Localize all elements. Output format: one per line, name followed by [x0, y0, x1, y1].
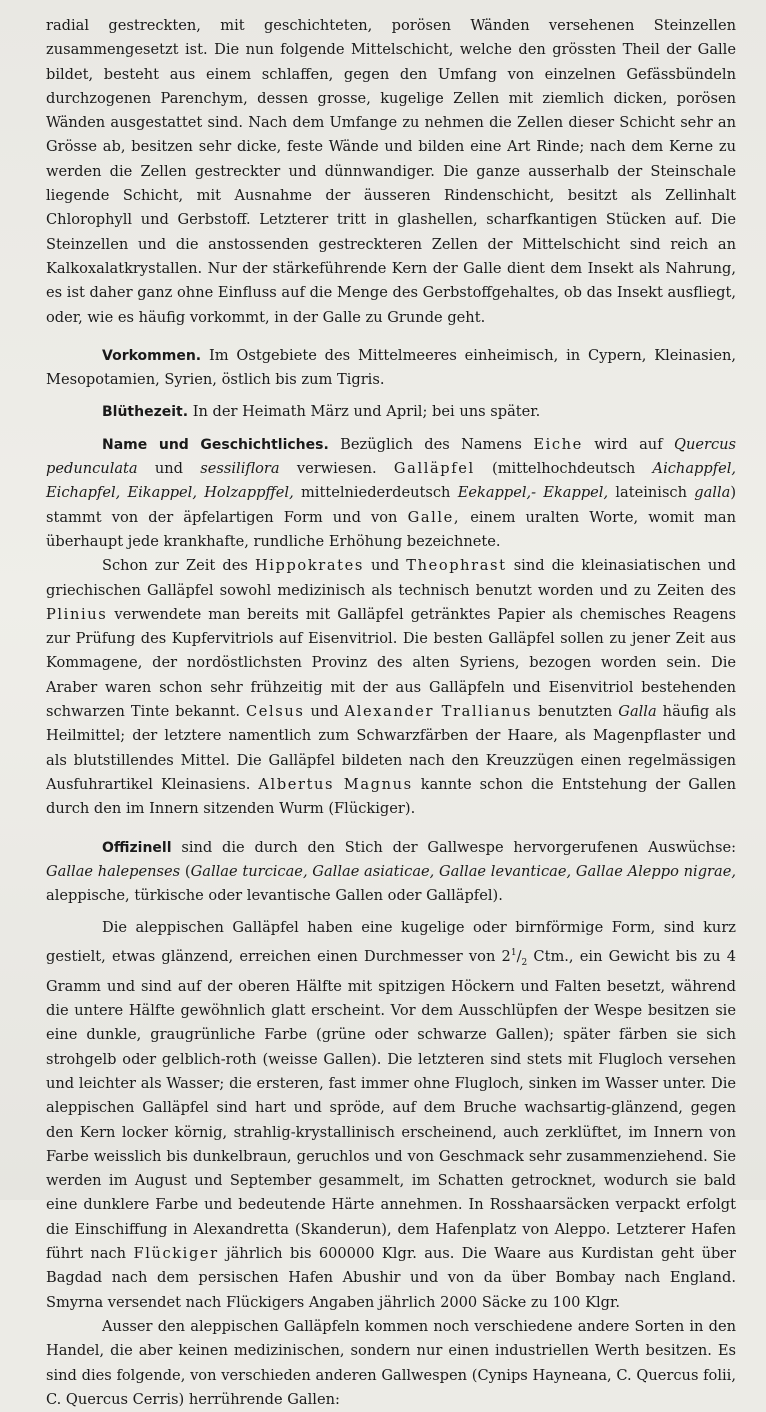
- vorkommen-text: Im Ostgebiete des Mittelmeeres einheimisch, in Cypern, Kleinasien, Mesopotamien, Syrien, östlich bis zum Tigris.: [46, 346, 737, 389]
- name-text-7: lateinisch: [615, 484, 688, 502]
- bluethezeit-text: In der Heimath März und April; bei uns später.: [192, 403, 541, 421]
- history-text-3: sind die kleinasiatischen und griechischen Galläpfel sowohl medizinisch als technisch benutzt worden und zu Zeiten des: [46, 557, 737, 599]
- paragraph-anatomy: [46, 14, 736, 330]
- name-text-6: mittelniederdeutsch: [300, 484, 451, 502]
- heading-bluethezeit: Blüthezeit.: [102, 404, 189, 421]
- heading-offizinell: Offizinell: [102, 839, 172, 856]
- paragraph-history: [46, 554, 736, 821]
- section-offizinell: [46, 836, 736, 909]
- offizinell-text-2: aleppische, türkische oder levantische Gallen oder Galläpfel).: [46, 887, 503, 905]
- name-text-1: Bezüglich des Namens: [340, 435, 522, 453]
- history-text-1: Schon zur Zeit des: [102, 557, 248, 575]
- name-text-3: und: [154, 460, 184, 478]
- history-latin-galla: Galla: [618, 703, 657, 721]
- history-name-celsus: Celsus: [246, 703, 305, 721]
- offizinell-latin-main: Gallae halepenses: [46, 862, 181, 880]
- paragraph-aleppo: Die aleppischen Galläpfel haben eine kugelige oder birnförmige Form, sind kurz gestielt, etwas glänzend, erreichen einen Durchmesser von $2^1/_2$ Ctm., ein Gewicht bis zu 4 Gramm und sind auf der oberen Hälfte mit spitzigen Höckern und Falten besetzt, während die untere Hälfte gewöhnlich glatt erscheint. Vor dem Ausschlüpfen der Wespe besitzen sie eine dunkle, graugrünliche Farbe (grüne oder schwarze Gallen); später färben sie sich strohgelb oder gelblich-roth (weisse Gallen). Die letzteren sind stets mit Flugloch versehen und leichter als Wasser; die ersteren, fast immer ohne Flugloch, sinken im Wasser unter. Die aleppischen Galläpfel sind hart und spröde, auf dem Bruche wachsartig-glänzend, gegen den Kern locker körnig, strahlig-krystallinisch erscheinend, auch zerklüftet, im Innern von Farbe weisslich bis dunkelbraun, geruchlos und von Geschmack sehr zusammenziehend. Sie werden im August und September gesammelt, im Schatten getrocknet, wodurch sie bald eine dunklere Farbe und bedeutende Härte annehmen. In Rosshaarsäcken verpackt erfolgt die Einschiffung in Alexandretta (Skanderun), dem Hafenplatz von Aleppo. Letzterer Hafen führt nach Flückiger jährlich bis 600000 Klgr. aus. Die Waare aus Kurdistan geht über Bagdad nach dem persischen Hafen Abushir und von da über Bombay nach England. Smyrna versendet nach Flückigers Angaben jährlich 2000 Säcke zu 100 Klgr.: [46, 919, 736, 1311]
- history-text-9: ).: [404, 800, 416, 818]
- section-name-geschichtliches: [46, 433, 736, 554]
- history-text-8: kannte schon die Entstehung der Gallen durch den im Innern sitzenden Wurm (: [46, 775, 736, 818]
- heading-name-geschichtliches: Name und Geschichtliches.: [102, 436, 329, 453]
- section-bluethezeit: [46, 400, 736, 424]
- history-text-6: benutzten: [538, 703, 613, 721]
- fraction-denominator: 2: [521, 957, 528, 968]
- history-name-hippokrates: Hippokrates: [254, 557, 364, 575]
- name-latin-pedunculata: Quercus pedunculata: [46, 435, 737, 478]
- history-name-trallianus: Alexander Trallianus: [344, 703, 533, 721]
- name-text-9: einem uralten Worte, womit man überhaupt jede krankhafte, rundliche Erhöhung bezeichnete.: [46, 508, 736, 550]
- aleppo-text-2: Ctm., ein Gewicht bis zu 4 Gramm und sind auf der oberen Hälfte mit spitzigen Höckern und Falten besetzt, während die untere Hälfte gewöhnlich glatt erscheint. Vor dem Ausschlüpfen der Wespe besitzen sie eine dunkle, graugrünliche Farbe (grüne oder schwarze Gallen); später färben sie sich strohgelb oder gelblich-roth (weisse Gallen). Die letzteren sind stets mit Flugloch versehen und leichter als Wasser; die ersteren, fast immer ohne Flugloch, sinken im Wasser unter. Die aleppischen Galläpfel sind hart und spröde, auf dem Bruche wachsartig-glänzend, gegen den Kern locker körnig, strahlig-krystallinisch erscheinend, auch zerklüftet, im Innern von Farbe weisslich bis dunkelbraun, geruchlos und von Geschmack sehr zusammenziehend. Sie werden im August und September gesammelt, im Schatten getrocknet, wodurch sie bald eine dunklere Farbe und bedeutende Härte annehmen. In Rosshaarsäcken verpackt erfolgt die Einschiffung in Alexandretta (Skanderun), dem Hafenplatz von Aleppo. Letzterer Hafen führt nach: [46, 947, 736, 1263]
- heading-vorkommen: Vorkommen.: [102, 347, 202, 364]
- fraction-numerator: 1: [510, 947, 517, 958]
- history-text-2: und: [371, 557, 400, 575]
- history-text-4: verwendete man bereits mit Galläpfel getränktes Papier als chemisches Reagens zur Prüfung des Kupfervitriols auf Eisenvitriol. Die besten Galläpfel sollen zu jener Zeit aus Kommagene, der nordöstlichsten Provinz des alten Syriens, bezogen worden sein. Die Araber waren schon sehr frühzeitig mit der aus Galläpfeln und Eisenvitriol bestehenden schwarzen Tinte bekannt.: [46, 605, 736, 721]
- history-name-theophrast: Theophrast: [406, 557, 507, 575]
- history-name-plinius: Plinius: [46, 605, 108, 623]
- history-name-albertus: Albertus Magnus: [258, 775, 413, 793]
- offizinell-latin-synonyms: Gallae turcicae, Gallae asiaticae, Gallae levanticae, Gallae Aleppo nigrae,: [190, 862, 736, 880]
- history-text-7: häufig als Heilmittel; der letztere namentlich zum Schwarzfärben der Haare, als Magenpflaster und als blutstillendes Mittel. Die Galläpfel bildeten nach den Kreuzzügen einen regelmässigen Ausfuhrartikel Kleinasiens.: [46, 703, 737, 793]
- history-text-5: und: [310, 703, 339, 721]
- name-mnd-forms: Eekappel,- Ekappel,: [457, 484, 609, 502]
- name-term-galle: Galle,: [407, 508, 461, 526]
- name-latin-sessiliflora: sessiliflora: [200, 460, 280, 478]
- name-text-8: ) stammt von der äpfelartigen Form und von: [46, 484, 737, 526]
- name-term-gallaepfel: Galläpfel: [393, 460, 475, 478]
- offizinell-paren: (: [184, 862, 191, 880]
- paragraph-anatomy-text: radial gestreckten, mit geschichteten, porösen Wänden versehenen Steinzellen zusammengesetzt ist. Die nun folgende Mittelschicht, welche den grössten Theil der Galle bildet, besteht aus einem schlaffen, gegen den Umfang von einzelnen Gefässbündeln durchzogenen Parenchym, dessen grosse, kugelige Zellen mit ziemlich dicken, porösen Wänden ausgestattet sind. Nach dem Umfange zu nehmen die Zellen dieser Schicht sehr an Grösse ab, besitzen sehr dicke, feste Wände und bilden eine Art Rinde; nach dem Kerne zu werden die Zellen gestreckter und dünnwandiger. Die ganze ausserhalb der Steinschale liegende Schicht, mit Ausnahme der äusseren Rindenschicht, besitzt als Zellinhalt Chlorophyll und Gerbstoff. Letzterer tritt in glashellen, scharfkantigen Stücken auf. Die Steinzellen und die anstossenden gestreckteren Zellen der Mittelschicht sind reich an Kalkoxalatkrystallen. Nur der stärkeführende Kern der Galle dient dem Insekt als Nahrung, es ist daher ganz ohne Einfluss auf die Menge des Gerbstoffgehaltes, ob das Insekt ausfliegt, oder, wie es häufig vorkommt, in der Galle zu Grunde geht.: [46, 17, 736, 326]
- aleppo-text-1: Die aleppischen Galläpfel haben eine kugelige oder birnförmige Form, sind kurz gestielt, etwas glänzend, erreichen einen Durchmesser von 2: [46, 919, 736, 965]
- name-mhd-forms: Aichappfel, Eichapfel, Eikappel, Holzappffel,: [46, 460, 737, 502]
- name-term-eiche: Eiche: [533, 435, 583, 453]
- name-text-5: (mittelhochdeutsch: [492, 460, 636, 478]
- paragraph-other-sorts: [46, 1315, 736, 1412]
- name-latin-galla: galla: [694, 484, 731, 502]
- offizinell-text-1: sind die durch den Stich der Gallwespe hervorgerufenen Auswüchse:: [181, 838, 736, 856]
- other-sorts-text: Ausser den aleppischen Galläpfeln kommen noch verschiedene andere Sorten in den Handel, die aber keinen medizinischen, sondern nur einen industriellen Werth besitzen. Es sind dies folgende, von verschieden anderen Gallwespen (Cynips Hayneana, C. Quercus folii, C. Quercus Cerris) herrührende Gallen:: [46, 1317, 736, 1408]
- name-text-2: wird auf: [594, 435, 663, 453]
- aleppo-text-3: jährlich bis 600000 Klgr. aus. Die Waare aus Kurdistan geht über Bagdad nach dem persischen Hafen Abushir und von da über Bombay nach England. Smyrna versendet nach Flückigers Angaben jährlich 2000 Säcke zu 100 Klgr.: [46, 1245, 736, 1311]
- aleppo-name-flueckiger: Flückiger: [133, 1245, 219, 1263]
- history-name-flueckiger: Flückiger: [334, 800, 405, 818]
- section-vorkommen: [46, 344, 736, 393]
- name-text-4: verwiesen.: [296, 460, 377, 478]
